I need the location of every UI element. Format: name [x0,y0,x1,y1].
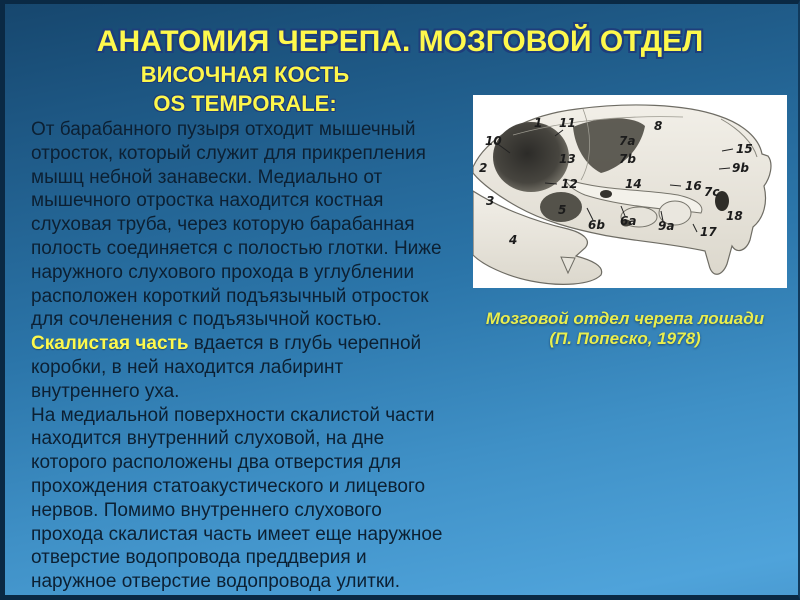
body-line: прохода скалистая часть имеет еще наружное [31,523,443,545]
body-line: для сочленения с подъязычной костью. [31,309,382,331]
body-line: Скалистая часть вдается в глубь черепной [31,333,422,355]
figure-label-10: 10 [485,134,502,148]
body-line: находится внутренний слуховой, на дне [31,428,385,450]
body-line: внутреннего уха. [31,380,180,402]
figure-label-8: 8 [654,119,663,133]
figure-label-7b: 7b [619,152,636,166]
figure-label-14: 14 [625,177,642,191]
figure-label-9a: 9a [658,219,675,233]
body-line: слуховая труба, через которую барабанная [31,214,415,236]
figure-label-7a: 7a [619,134,636,148]
caption-line-1: Мозговой отдел черепа лошади [485,309,765,328]
subtitle-russian: ВИСОЧНАЯ КОСТЬ [140,62,350,87]
figure-label-3: 3 [486,194,495,208]
body-line: На медиальной поверхности скалистой части [31,404,435,426]
body-line: отросток, который служит для прикрепления [31,142,426,164]
horse-skull-illustration [473,95,787,288]
figure-caption [468,309,782,349]
figure-label-7c: 7c [704,185,720,199]
figure-label-6a: 6a [620,214,637,228]
figure-label-13: 13 [559,152,576,166]
figure-label-11: 11 [559,116,576,130]
body-text [31,118,467,594]
figure-label-5: 5 [558,203,567,217]
orbit-socket [493,122,569,192]
figure-label-12: 12 [561,177,578,191]
body-line: отверстие водопровода преддверия и [31,547,367,569]
acoustic-meatus [600,190,612,198]
figure-label-17: 17 [700,225,717,239]
figure-label-4: 4 [509,233,518,247]
body-line: наружного слухового прохода в углублении [31,261,415,283]
figure-label-15: 15 [736,142,753,156]
body-line: От барабанного пузыря отходит мышечный [31,119,416,140]
figure-label-18: 18 [726,209,743,223]
skull-figure [473,95,787,288]
figure-label-1: 1 [534,116,543,130]
body-line: мышечного отростка находится костная [31,190,384,212]
body-line: коробки, в ней находится лабиринт [31,356,344,378]
body-line: полость соединяется с полостью глотки. Ниже [31,237,442,259]
caption-line-2: (П. Попеско, 1978) [549,329,701,348]
figure-label-16: 16 [685,179,702,193]
figure-label-2: 2 [479,161,488,175]
body-line: мышц небной занавески. Медиально от [31,166,383,188]
subtitle-latin: OS TEMPORALE: [153,91,337,116]
figure-label-6b: 6b [588,218,605,232]
figure-label-9b: 9b [732,161,749,175]
highlighted-term: Скалистая часть [31,333,189,355]
body-line: наружное отверстие водопровода улитки. [31,571,401,593]
body-line: нервов. Помимо внутреннего слухового [31,499,382,521]
body-line: расположен короткий подъязычный отросток [31,285,429,307]
body-line: прохождения статоакустического и лицевого [31,475,426,497]
slide-title: АНАТОМИЯ ЧЕРЕПА. МОЗГОВОЙ ОТДЕЛ [96,25,704,58]
body-line: которого расположены два отверстия для [31,452,402,474]
